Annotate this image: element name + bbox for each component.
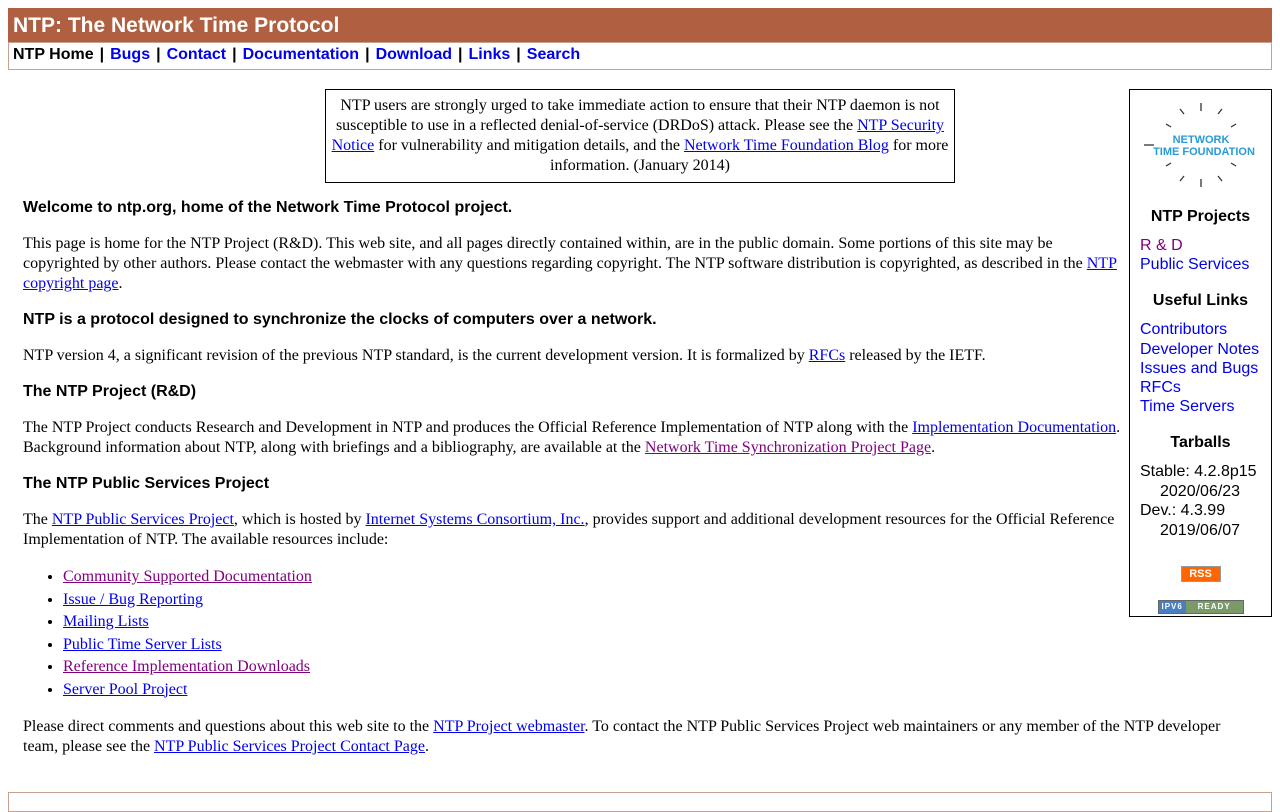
projects-heading: NTP Projects [1150, 208, 1251, 225]
security-notice-box [325, 89, 955, 183]
resource-link[interactable]: Reference Implementation Downloads [63, 658, 311, 675]
logo-text: NETWORK [1172, 134, 1229, 146]
sidebar-link-issues-bugs[interactable]: Issues and Bugs [1140, 359, 1259, 377]
network-time-foundation-logo[interactable] [1142, 100, 1260, 190]
list-item [63, 566, 1123, 589]
nav-link-search[interactable]: Search [526, 46, 581, 63]
ipv6-ready-badge[interactable] [1158, 600, 1244, 614]
copyright-page-link[interactable]: NTP copyright page [23, 255, 1117, 292]
top-navigation [8, 42, 1272, 70]
public-text: , provides support and additional development resources for the Official Reference Implementation of NTP. The available resources include: [23, 511, 1115, 548]
rss-button[interactable]: RSS [1181, 566, 1221, 582]
resources-list [23, 566, 1123, 701]
version-end: released by the IETF. [845, 347, 986, 364]
project-paragraph [23, 418, 1123, 458]
welcome-heading: Welcome to ntp.org, home of the Network Time Protocol project. [23, 199, 513, 216]
nav-separator: | [516, 46, 521, 63]
nav-separator: | [99, 46, 105, 63]
rfcs-link[interactable]: RFCs [808, 347, 846, 364]
intro-end: . [118, 275, 123, 292]
resource-link[interactable]: Community Supported Documentation [63, 568, 312, 585]
site-title: NTP: The Network Time Protocol [13, 14, 340, 37]
ipv6-badge-label: IPV6 [1159, 601, 1186, 613]
resource-link[interactable]: Server Pool Project [63, 680, 188, 698]
notice-text: NTP users are strongly urged to take immediate action to ensure that their NTP daemon is not susceptible to use in a reflected denial-of-service (DRDoS) attack. Please see the [335, 97, 940, 134]
nav-separator: | [232, 46, 237, 63]
dev-date: 2019/06/07 [1160, 521, 1241, 539]
site-header [8, 8, 1272, 42]
version-paragraph [23, 346, 1123, 366]
public-services-heading: The NTP Public Services Project [23, 475, 270, 492]
list-item [63, 634, 1123, 657]
intro-paragraph [23, 234, 1123, 294]
sidebar-link-rfcs[interactable]: RFCs [1140, 379, 1181, 397]
webmaster-link[interactable]: NTP Project webmaster [433, 718, 585, 735]
stable-date: 2020/06/23 [1160, 482, 1241, 500]
list-item [63, 611, 1123, 634]
protocol-heading: NTP is a protocol designed to synchronize the clocks of computers over a network. [23, 311, 657, 328]
sidebar-link-developer-notes[interactable]: Developer Notes [1140, 340, 1260, 358]
nav-separator: | [458, 46, 463, 63]
notice-text: for more information. (January 2014) [550, 137, 949, 174]
useful-links [1140, 320, 1261, 416]
nav-home-label: NTP Home [13, 46, 94, 63]
tarballs-info [1140, 462, 1261, 540]
ntf-blog-link[interactable]: Network Time Foundation Blog [683, 137, 889, 154]
contact-end: . [424, 738, 429, 755]
contact-paragraph [23, 717, 1233, 757]
list-item [63, 656, 1123, 679]
implementation-docs-link[interactable]: Implementation Documentation [912, 419, 1117, 436]
public-text: , which is hosted by [233, 511, 366, 528]
project-end: . [931, 439, 936, 456]
resource-link[interactable]: Issue / Bug Reporting [63, 590, 203, 608]
nav-link-links[interactable]: Links [468, 46, 511, 63]
sidebar-link-contributors[interactable]: Contributors [1140, 321, 1228, 339]
ipv6-badge-status: READY [1186, 601, 1243, 613]
intro-text: This page is home for the NTP Project (R&D). This web site, and all pages directly contained within, are in the public domain. Some portions of this site may be copyrighted by other authors. Please contact the webmaster with any questions regarding copyright. The NTP software distribution is copyrighted, as described in the [23, 235, 1087, 272]
stable-version: Stable: 4.2.8p15 [1140, 463, 1257, 481]
sidebar-link-rd[interactable]: R & D [1140, 237, 1183, 254]
sync-project-page-link[interactable]: Network Time Synchronization Project Page [644, 439, 932, 456]
nav-link-download[interactable]: Download [375, 46, 452, 63]
nav-separator: | [156, 46, 161, 63]
projects-links [1140, 236, 1261, 274]
list-item [63, 589, 1123, 612]
list-item [63, 679, 1123, 702]
resource-link[interactable]: Public Time Server Lists [63, 635, 222, 653]
contact-page-link[interactable]: NTP Public Services Project Contact Page [154, 738, 425, 755]
project-heading: The NTP Project (R&D) [23, 383, 197, 400]
dev-version: Dev.: 4.3.99 [1140, 502, 1226, 520]
nav-link-bugs[interactable]: Bugs [110, 46, 151, 63]
contact-text: . To contact the NTP Public Services Project web maintainers or any member of the NTP developer team, please see the [23, 718, 1221, 755]
sidebar-link-time-servers[interactable]: Time Servers [1140, 398, 1235, 416]
tarballs-heading: Tarballs [1170, 434, 1231, 452]
nav-link-contact[interactable]: Contact [166, 46, 227, 63]
notice-text: for vulnerability and mitigation details, and the [374, 137, 684, 154]
security-notice-link[interactable]: NTP Security Notice [331, 117, 945, 154]
public-services-paragraph [23, 510, 1123, 550]
version-text: NTP version 4, a significant revision of the previous NTP standard, is the current development version. It is formalized by [23, 347, 809, 364]
public-text: The [23, 511, 52, 528]
nav-separator: | [365, 46, 370, 63]
project-text: The NTP Project conducts Research and Development in NTP and produces the Official Reference Implementation of NTP along with the [23, 419, 913, 436]
page-footer [8, 792, 1272, 812]
sidebar-link-public-services[interactable]: Public Services [1140, 256, 1250, 274]
project-text: . Background information about NTP, along with briefings and a bibliography, are available at the [23, 419, 1121, 456]
resource-link[interactable]: Mailing Lists [63, 613, 149, 630]
isc-link[interactable]: Internet Systems Consortium, Inc. [365, 511, 585, 528]
logo-text: TIME FOUNDATION [1152, 146, 1255, 158]
contact-text: Please direct comments and questions about this web site to the [23, 718, 434, 735]
useful-links-heading: Useful Links [1152, 292, 1249, 310]
nav-link-documentation[interactable]: Documentation [242, 46, 360, 63]
public-services-project-link[interactable]: NTP Public Services Project [51, 511, 234, 528]
sidebar [1129, 89, 1272, 617]
